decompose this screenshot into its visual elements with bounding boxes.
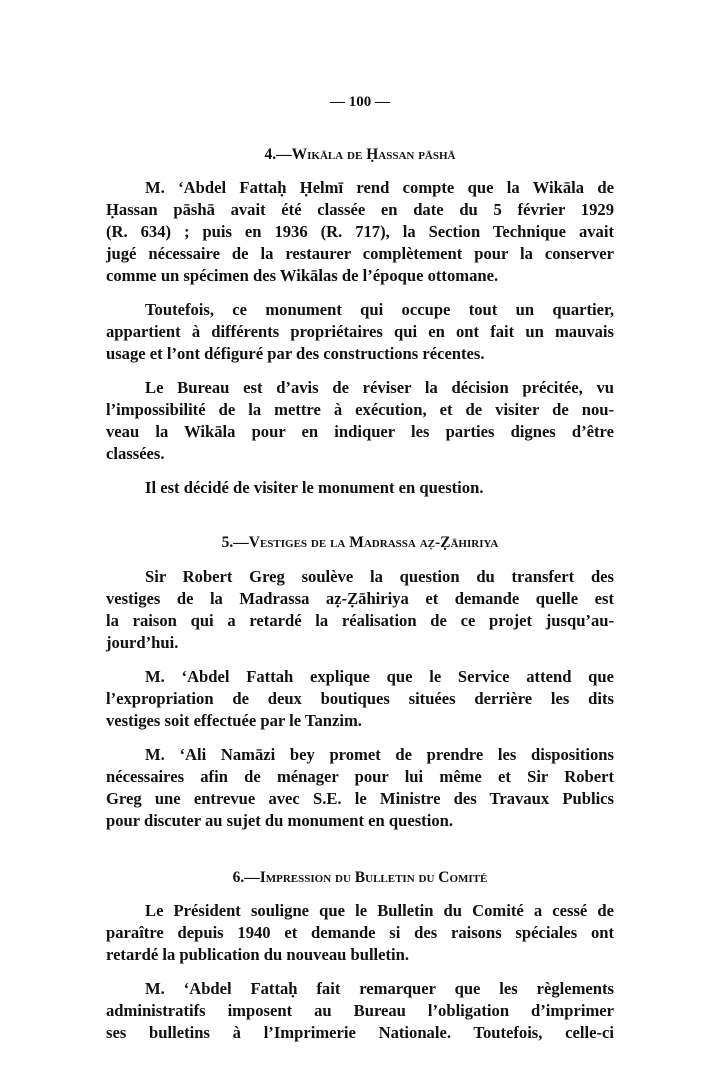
text-line: l’expropriation de deux boutiques situées derrière les dits bbox=[106, 689, 614, 708]
page-number: — 100 — bbox=[330, 94, 390, 110]
text-line: M. ‘Abdel Fattaḥ fait remarquer que les règlements bbox=[145, 979, 614, 998]
text-line: la raison qui a retardé la réalisation de ce projet jusqu’au- bbox=[106, 611, 614, 630]
text-line: veau la Wikāla pour en indiquer les parties dignes d’être bbox=[106, 422, 614, 441]
text-line: Sir Robert Greg soulève la question du transfert des bbox=[145, 567, 614, 586]
text-line: jugé nécessaire de la restaurer complètement pour la conserver bbox=[106, 244, 614, 263]
text-line: vestiges de la Madrassa aẓ-Ẓāhiriya et demande quelle est bbox=[106, 589, 614, 608]
text-line: appartient à différents propriétaires qui en ont fait un mauvais bbox=[106, 322, 614, 341]
paragraph bbox=[106, 566, 614, 654]
document-page bbox=[106, 91, 614, 1056]
text-line: Toutefois, ce monument qui occupe tout un quartier, bbox=[145, 300, 614, 319]
text-line: M. ‘Ali Namāzi bey promet de prendre les dispositions bbox=[145, 745, 614, 764]
section-heading: 4.—Wikāla de Ḥassan pāshā bbox=[264, 146, 456, 163]
text-line: M. ‘Abdel Fattah explique que le Service attend que bbox=[145, 667, 614, 686]
text-line: ses bulletins à l’Imprimerie Nationale. Toutefois, celle-ci bbox=[106, 1023, 614, 1042]
text-line: jourd’hui. bbox=[106, 633, 179, 652]
text-line: Le Président souligne que le Bulletin du Comité a cessé de bbox=[145, 901, 614, 920]
text-line: (R. 634) ; puis en 1936 (R. 717), la Section Technique avait bbox=[106, 222, 614, 241]
paragraph bbox=[106, 377, 614, 465]
sections bbox=[106, 144, 614, 1044]
section-heading: 5.—Vestiges de la Madrassa aẓ-Ẓāhiriya bbox=[221, 534, 499, 551]
paragraph bbox=[106, 177, 614, 287]
text-line: l’impossibilité de la mettre à exécution, et de visiter de nou- bbox=[106, 400, 614, 419]
paragraph bbox=[106, 477, 614, 499]
text-line: retardé la publication du nouveau bulletin. bbox=[106, 945, 410, 964]
text-line: administratifs imposent au Bureau l’obligation d’imprimer bbox=[106, 1001, 614, 1020]
section-6 bbox=[106, 867, 614, 1044]
paragraph bbox=[106, 744, 614, 832]
text-line: M. ‘Abdel Fattaḥ Ḥelmī rend compte que la Wikāla de bbox=[145, 178, 614, 197]
section-4 bbox=[106, 144, 614, 499]
text-line: Greg une entrevue avec S.E. le Ministre des Travaux Publics bbox=[106, 789, 614, 808]
text-line: nécessaires afin de ménager pour lui même et Sir Robert bbox=[106, 767, 614, 786]
text-line: pour discuter au sujet du monument en question. bbox=[106, 811, 453, 830]
text-line: Il est décidé de visiter le monument en question. bbox=[145, 478, 484, 497]
text-line: usage et l’ont défiguré par des constructions récentes. bbox=[106, 344, 485, 363]
text-line: vestiges soit effectuée par le Tanzim. bbox=[106, 711, 362, 730]
paragraph bbox=[106, 900, 614, 966]
section-heading: 6.—Impression du Bulletin du Comité bbox=[232, 869, 488, 886]
paragraph bbox=[106, 299, 614, 365]
text-line: Ḥassan pāshā avait été classée en date du 5 février 1929 bbox=[106, 200, 614, 219]
paragraph bbox=[106, 978, 614, 1044]
text-line: classées. bbox=[106, 444, 165, 463]
paragraph bbox=[106, 666, 614, 732]
section-5 bbox=[106, 532, 614, 832]
text-line: paraître depuis 1940 et demande si des raisons spéciales ont bbox=[106, 923, 614, 942]
text-line: comme un spécimen des Wikālas de l’époque ottomane. bbox=[106, 266, 499, 285]
text-line: Le Bureau est d’avis de réviser la décision précitée, vu bbox=[145, 378, 614, 397]
